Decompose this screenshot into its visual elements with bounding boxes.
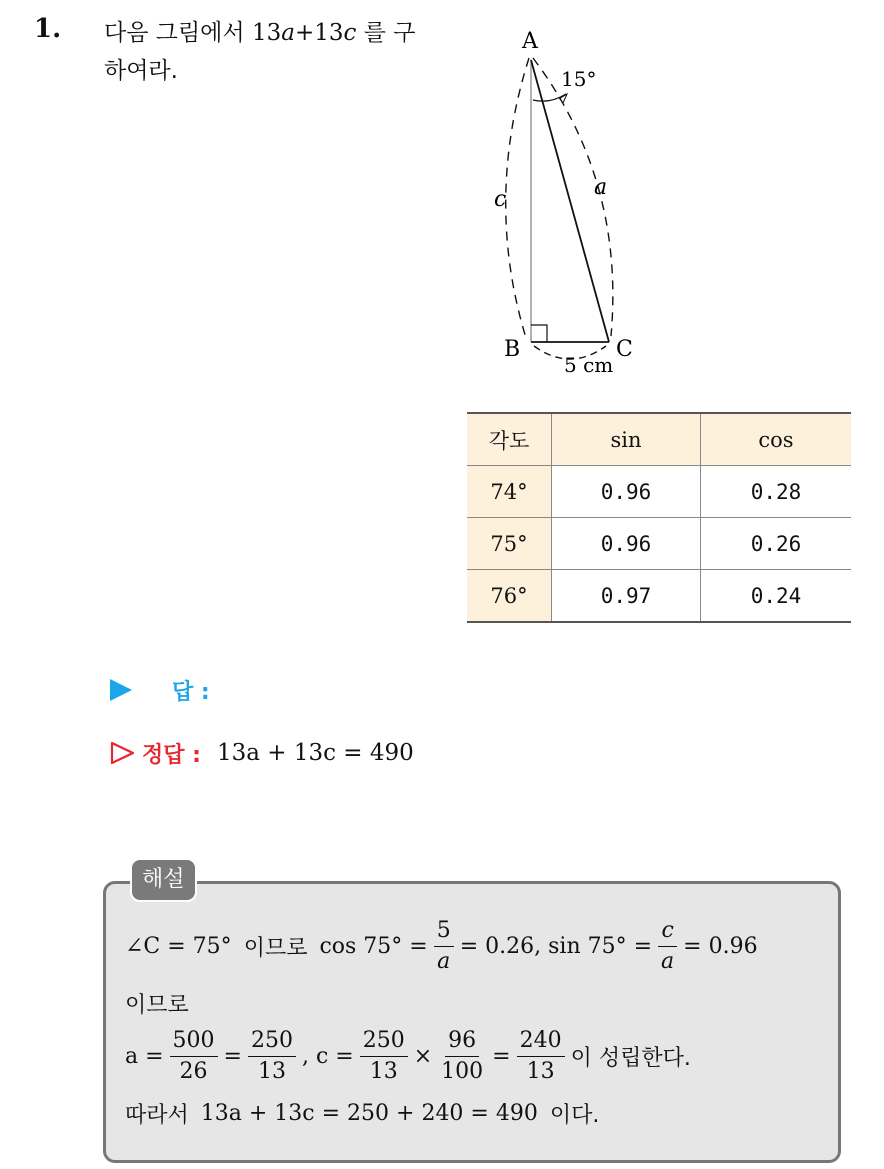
row-angle: 75° [467, 518, 552, 570]
triangle-figure [470, 20, 670, 380]
side-ac [531, 60, 609, 342]
question-text [104, 14, 454, 90]
question-text-pre: 다음 그림에서 [104, 20, 245, 46]
row-cos: 0.24 [701, 570, 852, 623]
row-angle: 74° [467, 466, 552, 518]
vertex-c-label: C [616, 337, 633, 362]
header-angle: 각도 [467, 413, 552, 466]
table-row [467, 570, 851, 623]
solution-line-4: 따라서 13a + 13c = 250 + 240 = 490 이다. [125, 1101, 600, 1128]
fraction: $\frac{96}{100}$ [441, 1028, 484, 1084]
row-angle: 76° [467, 570, 552, 623]
angle-label: 15° [561, 67, 597, 91]
solution-line-2: 이므로 [125, 993, 189, 1018]
solution-line-3: a = $\frac{500}{26}$ = $\frac{250}{13}$ , c = $\frac{250}{13}$ × $\frac{96}{100}$ = $\frac{240}{13}$ 이 성립한다. [125, 1028, 691, 1084]
outline-triangle-icon [110, 741, 136, 765]
solution-tag: 해설 [130, 858, 197, 902]
fraction: $\frac{500}{26}$ [170, 1028, 218, 1085]
header-sin: sin [552, 413, 701, 466]
play-triangle-icon [110, 679, 132, 701]
vertex-a-label: A [522, 29, 538, 54]
fraction: $\frac{250}{13}$ [360, 1028, 408, 1085]
question-number: 1. [34, 14, 62, 44]
vertex-b-label: B [504, 337, 521, 362]
table-header-row [467, 413, 851, 466]
side-a-label: a [594, 175, 608, 200]
row-cos: 0.26 [701, 518, 852, 570]
fraction: $\frac{240}{13}$ [517, 1028, 565, 1085]
question-text-post: 를 구 [363, 20, 416, 46]
row-sin: 0.96 [552, 518, 701, 570]
correct-answer-value: 13a + 13c = 490 [216, 740, 414, 766]
row-sin: 0.97 [552, 570, 701, 623]
row-cos: 0.28 [701, 466, 852, 518]
solution-line-1: ∠C = 75° 이므로 cos 75° = $\frac{5}{a}$ = 0.26, sin 75° = $\frac{c}{a}$ = 0.96 [125, 918, 758, 974]
answer-row [110, 672, 210, 708]
table-row [467, 466, 851, 518]
header-cos: cos [701, 413, 852, 466]
question-text-line2: 하여라. [104, 58, 178, 84]
trig-table [467, 412, 851, 623]
table-row [467, 518, 851, 570]
fraction: $\frac{5}{a}$ [434, 918, 454, 975]
correct-answer-row [110, 735, 414, 771]
dashed-arc-c [506, 58, 529, 338]
side-c-label: c [494, 187, 507, 212]
fraction: $\frac{250}{13}$ [248, 1028, 296, 1085]
right-angle-mark [531, 325, 547, 342]
answer-label: 답 : [172, 679, 210, 705]
base-length-label: 5 cm [564, 353, 614, 377]
correct-answer-label: 정답 : [142, 742, 201, 768]
row-sin: 0.96 [552, 466, 701, 518]
question-expr: 13a+13c [251, 20, 357, 46]
fraction: $\frac{c}{a}$ [658, 918, 677, 975]
